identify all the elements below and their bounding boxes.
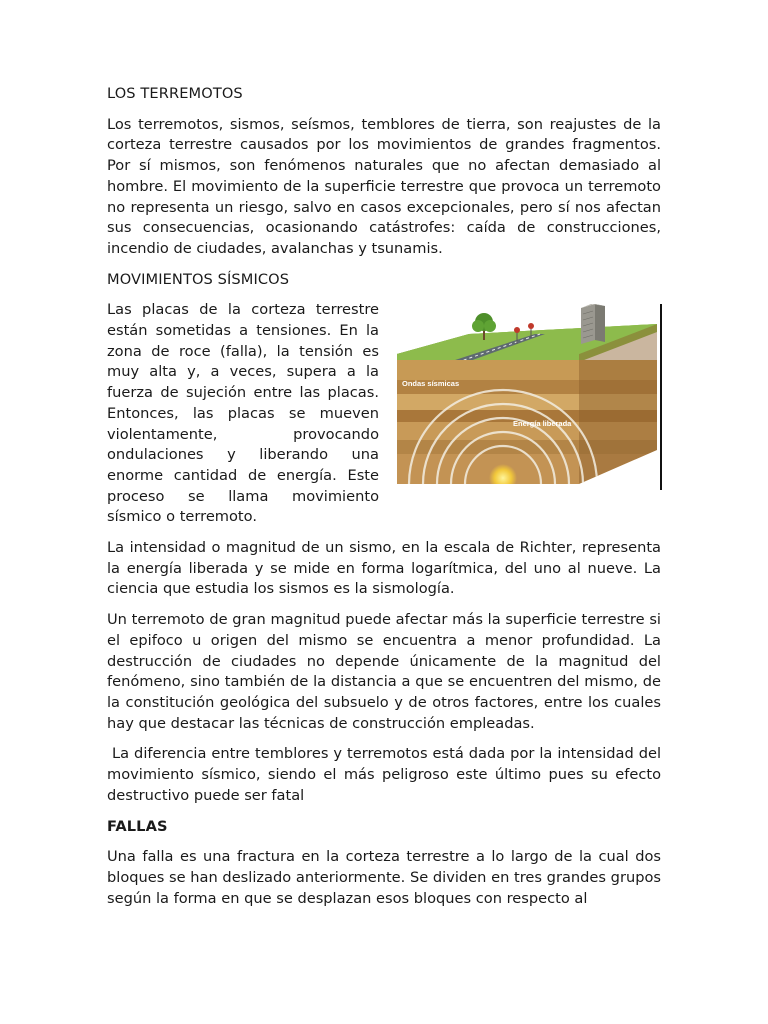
sign-icon [514,327,520,333]
section-heading-fallas: FALLAS [107,817,168,835]
section1-paragraph-3: Un terremoto de gran magnitud puede afectar más la superficie terrestre si el epifoco u origen del mismo se encuentra a menor profundidad. La destrucción de ciudades no depende únicamente de la magnitud del fenómeno, sino también de la distancia a que se encuentren del mismo, de la constitución geológica del subsuelo y de otros factores, entre los cuales hay que destacar las técnicas de construcción empleadas. [107,611,661,732]
section1-paragraph-2: La intensidad o magnitud de un sismo, en la escala de Richter, representa la energía liberada y se mide en forma logarítmica, del uno al nueve. La ciencia que estudia los sismos es la sismología. [107,539,661,598]
label-energy: Energía liberada [513,419,572,429]
earthquake-illustration [389,300,665,494]
section1-paragraph-4: La diferencia entre temblores y terremotos está dada por la intensidad del movimiento sísmico, siendo el más peligroso este último pues su efecto destructivo puede ser fatal [107,745,666,804]
section2-paragraph-1: Una falla es una fractura en la corteza terrestre a lo largo de la cual dos bloques se han deslizado anteriormente. Se dividen en tres grandes grupos según la forma en que se desplazan esos bloques con respecto al [107,848,661,907]
document-body [107,84,666,919]
tree-foliage [484,320,496,332]
section-heading-movimientos: MOVIMIENTOS SÍSMICOS [107,270,290,288]
tree-foliage [472,320,484,332]
section1-paragraph-1: Las placas de la corteza terrestre están sometidas a tensiones. En la zona de roce (falla), la tensión es muy alta y, a veces, supera a la fuerza de sujeción entre las placas. Entonces, las placas se mueven violentamente, provocando ondulaciones y liberando una enorme cantidad de energía. Este proceso se llama movimiento sísmico o terremoto. [107,301,379,526]
intro-paragraph: Los terremotos, sismos, seísmos, temblores de tierra, son reajustes de la corteza terrestre causados por los movimientos de grandes fragmentos. Por sí mismos, son fenómenos naturales que no afectan demasiado al hombre. El movimiento de la superficie terrestre que provoca un terremoto no representa un riesgo, salvo en casos excepcionales, pero sí nos afectan sus consecuencias, ocasionando catástrofes: caída de construcciones, incendio de ciudades, avalanchas y tsunamis. [107,115,661,257]
label-waves: Ondas sísmicas [402,379,460,389]
earthquake-diagram [389,300,665,494]
sign-icon [528,323,534,329]
building-side [595,304,605,342]
page-title: LOS TERREMOTOS [107,85,243,102]
